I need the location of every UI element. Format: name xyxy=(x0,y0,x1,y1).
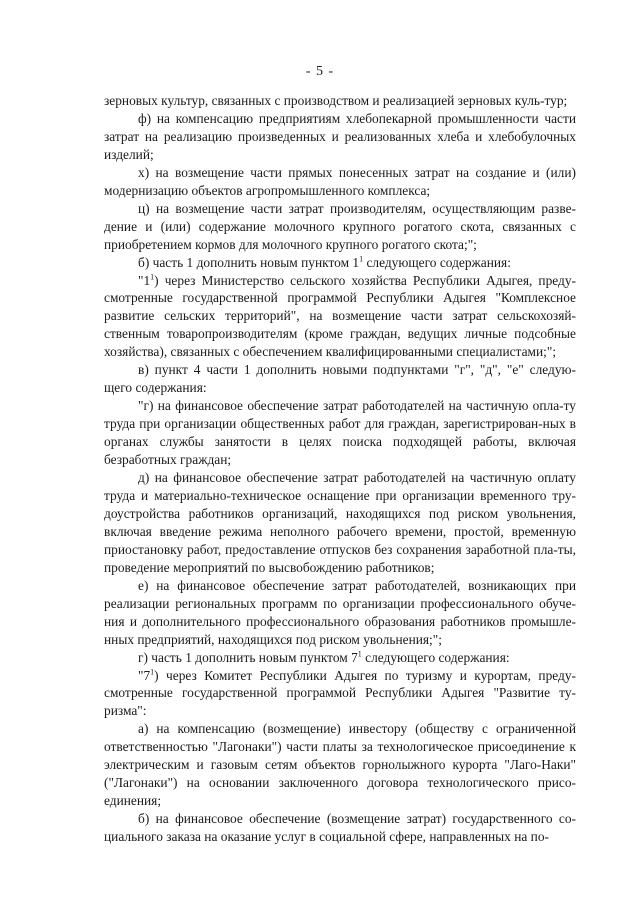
text-run: "г) на финансовое обеспечение затрат работодателей на частичную опла-ту труда при организации общественных работ для граждан, зарегистрирован-ных в органах службы занятости в целях поиска подходящей работы, включая безработных граждан; xyxy=(104,398,576,468)
paragraph-p8 xyxy=(104,469,576,577)
page-number: - 5 - xyxy=(305,64,335,79)
paragraph-p7 xyxy=(104,397,576,469)
text-run: следующего содержания: xyxy=(363,254,511,270)
paragraph-p13 xyxy=(104,810,576,846)
text-run: следующего содержания: xyxy=(361,649,510,665)
paragraph-p6 xyxy=(104,361,576,397)
text-run: зерновых культур, связанных с производством и реализацией зерновых куль-тур; xyxy=(104,93,568,108)
text-run: а) на компенсацию (возмещение) инвестору (обществу с ограниченной ответственностью "Лагонаки") части платы за технологическое присоединение к электрическим и газовым сетям объектов горнолыжного курорта "Лаго-Наки" ("Лагонаки") на основании заключенного договора технологического присо-единения; xyxy=(104,721,576,809)
paragraph-p12 xyxy=(104,720,576,810)
document-body xyxy=(104,92,576,846)
text-run: д) на финансовое обеспечение затрат работодателей на частичную оплату труда и материально-техническое оснащение при организации временного тру-доустройства работников организаций, находящихся под риском увольнения, включая введение режима неполного рабочего времени, простой, временную приостановку работ, предоставление отпусков без сохранения заработной пла-ты, проведение мероприятий по высвобождению работников; xyxy=(104,470,576,575)
text-run: ц) на возмещение части затрат производителям, осуществляющим разве-дение и (или) содержание молочного крупного рогатого скота, связанных с приобретением кормов для молочного крупного рогатого скота;"; xyxy=(104,200,576,252)
text-run: е) на финансовое обеспечение затрат работодателей, возникающих при реализации региональных программ по организации профессионального обуче-ния и дополнительного профессионального образования работников промышле-нных предприятий, находящихся под риском увольнения;"; xyxy=(104,577,576,647)
paragraph-p9 xyxy=(104,577,576,649)
text-run: г) часть 1 дополнить новым пунктом 7 xyxy=(138,649,358,665)
superscript: 1 xyxy=(357,649,362,659)
superscript: 1 xyxy=(150,667,155,677)
text-run: ) через Комитет Республики Адыгея по туризму и курортам, преду-смотренные государственной программой Республики Адыгея "Развитие ту-ризма": xyxy=(104,667,576,719)
text-run: б) часть 1 дополнить новым пунктом 1 xyxy=(138,254,360,270)
paragraph-p2 xyxy=(104,164,576,200)
paragraph-p0 xyxy=(104,92,576,110)
paragraph-p11 xyxy=(104,667,576,721)
superscript: 1 xyxy=(359,254,364,264)
paragraph-p3 xyxy=(104,200,576,254)
paragraph-p5 xyxy=(104,272,576,362)
text-run: "7 xyxy=(138,667,151,683)
paragraph-p10 xyxy=(104,649,576,667)
superscript: 1 xyxy=(150,272,155,282)
text-run: ) через Министерство сельского хозяйства Республики Адыгея, преду-смотренные государственной программой Республики Адыгея "Комплексное развитие сельских территорий", на возмещение части затрат сельскохозяй-ственным товаропроизводителям (кроме граждан, ведущих личные подсобные хозяйства), связанных с обеспечением квалифицированными специалистами;"; xyxy=(104,272,576,360)
text-run: б) на финансовое обеспечение (возмещение затрат) государственного со-циального заказа на оказание услуг в социальной сфере, направленных на по- xyxy=(104,811,576,845)
text-run: "1 xyxy=(138,272,151,288)
text-run: в) пункт 4 части 1 дополнить новыми подпунктами "г", "д", "е" следую-щего содержания: xyxy=(104,362,576,396)
text-run: х) на возмещение части прямых понесенных затрат на создание и (или) модернизацию объектов агропромышленного комплекса; xyxy=(104,164,576,198)
text-run: ф) на компенсацию предприятиям хлебопекарной промышленности части затрат на реализацию произведенных и реализованных хлеба и хлебобулочных изделий; xyxy=(104,110,576,162)
paragraph-p4 xyxy=(104,254,576,272)
paragraph-p1 xyxy=(104,110,576,164)
